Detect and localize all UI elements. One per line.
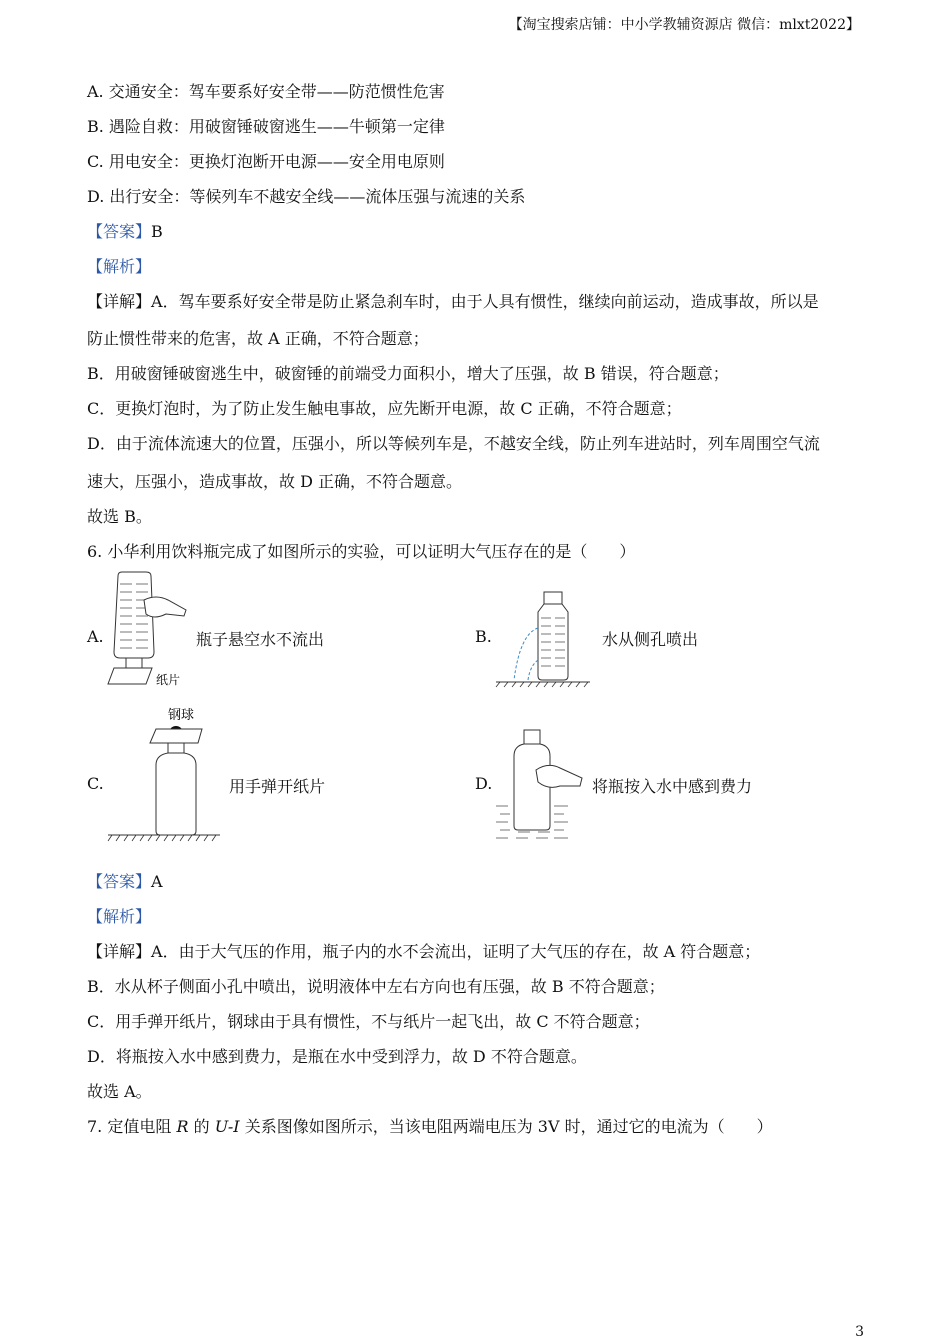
q6-detail-line: C．用手弹开纸片，钢球由于具有惯性，不与纸片一起飞出，故 C 不符合题意； <box>87 1012 650 1031</box>
q6-figure-d <box>494 728 586 842</box>
q6-detail-line <box>87 941 760 963</box>
q5-detail-line: C．更换灯泡时，为了防止发生触电事故，应先断开电源，故 C 正确，不符合题意； <box>87 399 682 418</box>
answer-tag: 【答案】 <box>87 872 152 891</box>
q5-detail-line: D．由于流体流速大的位置，压强小，所以等候列车是，不越安全线，防止列车进站时，列车周围空气流 <box>87 434 820 453</box>
q5-option-c: C. 用电安全：更换灯泡断开电源——安全用电原则 <box>87 152 445 171</box>
hand-shape <box>144 597 186 617</box>
detail-tag: 【详解】 <box>87 292 152 311</box>
bottle-body <box>156 753 196 835</box>
q6-option-d-caption: 将瓶按入水中感到费力 <box>592 777 753 796</box>
page-header: 【淘宝搜索店铺：中小学教辅资源店 微信：mlxt2022】 <box>508 17 860 33</box>
bottle-neck <box>126 658 142 668</box>
bottle-neck <box>524 730 540 744</box>
q5-detail-line: 速大，压强小，造成事故，故 D 正确，不符合题意。 <box>87 472 463 491</box>
bottle-cap <box>544 592 562 604</box>
q6-option-b-letter: B. <box>475 627 492 646</box>
q6-option-c-caption: 用手弹开纸片 <box>229 777 326 796</box>
q6-detail-line: D．将瓶按入水中感到费力，是瓶在水中受到浮力，故 D 不符合题意。 <box>87 1047 587 1066</box>
q5-detail-line: B．用破窗锤破窗逃生中，破窗锤的前端受力面积小，增大了压强，故 B 错误，符合题意； <box>87 364 729 383</box>
q6-conclusion: 故选 A。 <box>87 1082 152 1101</box>
q7-symbol-r: R <box>176 1117 189 1136</box>
q7-stem <box>87 1116 773 1138</box>
answer-value: B <box>151 222 163 241</box>
bottle-body <box>514 744 550 830</box>
q7-stem-prefix: 7. 定值电阻 <box>87 1117 177 1136</box>
q5-option-a: A. 交通安全：驾车要系好安全带——防范惯性危害 <box>87 82 445 101</box>
q6-option-d-letter: D. <box>475 774 493 793</box>
detail-text: A．由于大气压的作用，瓶子内的水不会流出，证明了大气压的存在，故 A 符合题意； <box>151 942 761 961</box>
q6-option-a-letter: A. <box>87 627 104 646</box>
q6-option-c-letter: C. <box>87 774 104 793</box>
q6-detail-line: B．水从杯子侧面小孔中喷出，说明液体中左右方向也有压强，故 B 不符合题意； <box>87 977 665 996</box>
q5-answer <box>87 221 163 243</box>
bottle-neck <box>168 743 184 753</box>
page-number: 3 <box>855 1324 864 1340</box>
q5-option-d: D. 出行安全：等候列车不越安全线——流体压强与流速的关系 <box>87 187 526 206</box>
answer-tag: 【答案】 <box>87 222 152 241</box>
q5-detail-line: 防止惯性带来的危害，故 A 正确，不符合题意； <box>87 329 429 348</box>
q5-option-b: B. 遇险自救：用破窗锤破窗逃生——牛顿第一定律 <box>87 117 445 136</box>
q6-stem: 6. 小华利用饮料瓶完成了如图所示的实验，可以证明大气压存在的是（ ） <box>87 542 636 561</box>
ball-label: 钢球 <box>168 708 195 723</box>
water-jet-upper <box>514 628 538 680</box>
q7-stem-suffix: 关系图像如图所示，当该电阻两端电压为 3V 时，通过它的电流为（ ） <box>239 1117 773 1136</box>
q5-detail-line <box>87 291 819 313</box>
q5-analysis-tag: 【解析】 <box>87 257 152 276</box>
detail-text: A．驾车要系好安全带是防止紧急刹车时，由于人具有惯性，继续向前运动，造成事故，所以是 <box>151 292 819 311</box>
q6-option-a-caption: 瓶子悬空水不流出 <box>196 630 325 649</box>
answer-value: A <box>151 872 163 891</box>
q6-option-b-caption: 水从侧孔喷出 <box>602 630 699 649</box>
q7-symbol-ui: U-I <box>214 1117 240 1136</box>
q7-stem-mid: 的 <box>188 1117 215 1136</box>
q6-analysis-tag: 【解析】 <box>87 907 152 926</box>
paper-sheet <box>108 668 152 684</box>
q5-conclusion: 故选 B。 <box>87 507 152 526</box>
paper-card <box>150 729 202 743</box>
paper-label: 纸片 <box>156 673 181 687</box>
q6-figure-c <box>104 703 226 845</box>
q6-figure-b <box>494 588 594 688</box>
hand-shape <box>536 765 582 787</box>
q6-figure-a <box>104 570 192 690</box>
water-jet-lower <box>528 660 538 680</box>
q6-answer <box>87 871 163 893</box>
detail-tag: 【详解】 <box>87 942 152 961</box>
